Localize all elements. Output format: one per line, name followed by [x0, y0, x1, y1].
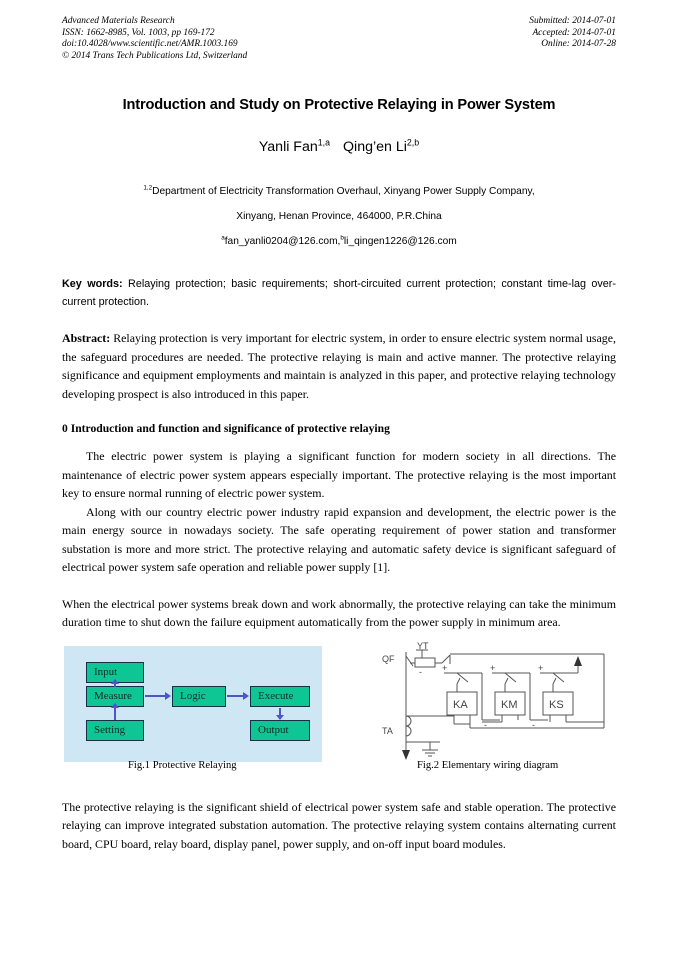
body-paragraph-2: Along with our country electric power industry rapid expansion and development, the electric power is the main energy source in nowadays society. The safe operating requirement of power station and transformer substation is more and more strict. The protective relaying and automatic safety device is significant safeguard of electrical power system safe operation and reliable power supply [1].	[62, 504, 616, 575]
abstract-text: Relaying protection is very important for electric system, in order to ensure electric system normal usage, the safeguard procedures are needed. The protective relaying is main and active manner. The protective relaying significance and equipment employments and maintain is analyzed in this paper, and protective relaying technology developing prospect is also introduced in this paper.	[62, 331, 616, 401]
figure-2-caption: Fig.2 Elementary wiring diagram	[417, 759, 559, 771]
affiliation-line-two: Xinyang, Henan Province, 464000, P.R.China	[236, 211, 442, 222]
affiliation-block	[62, 179, 616, 254]
email-marker-a: a	[221, 234, 225, 242]
arrow-measure-to-logic-icon	[145, 695, 165, 697]
keywords-text: Relaying protection; basic requirements; short-circuited current protection; constant time-lag over-current protection.	[62, 278, 616, 308]
block-input: Input	[86, 662, 144, 683]
label-minus-ka: -	[484, 719, 487, 730]
block-execute: Execute	[250, 686, 310, 707]
wiring-diagram-svg	[382, 642, 620, 764]
author-two-name: Qing’en Li	[343, 139, 407, 155]
author-one-affiliation-marker: 1,a	[317, 137, 330, 148]
journal-copyright: © 2014 Trans Tech Publications Ltd, Switzerland	[62, 50, 248, 61]
journal-doi: doi:10.4028/www.scientific.net/AMR.1003.169	[62, 39, 238, 50]
email-author-one[interactable]: fan_yanli0204@126.com,	[224, 236, 341, 247]
label-minus-yt: -	[419, 666, 422, 677]
affiliation-line-one	[62, 179, 616, 204]
author-two-affiliation-marker: 2,b	[406, 137, 420, 148]
author-two	[343, 139, 419, 155]
figure-captions	[62, 760, 616, 778]
label-plus-ka: +	[442, 662, 448, 673]
body-paragraph-3: When the electrical power systems break down and work abnormally, the protective relaying can take the minimum duration time to shut down the failure equipment automatically from the power supply in minimum area.	[62, 596, 616, 630]
body-paragraph-4: The protective relaying is the significant shield of electrical power system safe and stable operation. The protective relaying can improve integrated substation automation. The protective relaying system contains alternating current board, CPU board, relay board, display panel, power supply, and on-off input board modules.	[62, 799, 616, 851]
label-plus-km: +	[490, 662, 496, 673]
keywords-label: Key words:	[62, 278, 123, 290]
submitted-date: Submitted: 2014-07-01	[529, 16, 616, 26]
journal-header-left	[62, 16, 247, 62]
journal-header	[62, 16, 616, 66]
arrow-execute-to-output-icon	[279, 708, 281, 715]
block-measure: Measure	[86, 686, 144, 707]
online-date: Online: 2014-07-28	[541, 39, 616, 50]
figure-1-protective-relaying	[64, 646, 322, 762]
current-arrow-up-icon	[574, 656, 582, 666]
journal-issn-volume: ISSN: 1662-8985, Vol. 1003, pp 169-172	[62, 27, 215, 38]
label-km: KM	[501, 698, 518, 711]
label-ta: TA	[382, 725, 393, 736]
section-heading-0: 0 Introduction and function and significance of protective relaying	[62, 422, 390, 436]
email-marker-b: b	[340, 234, 344, 242]
abstract-label: Abstract:	[62, 331, 111, 345]
journal-header-right	[529, 16, 616, 51]
current-arrow-down-icon	[402, 750, 410, 760]
journal-name: Advanced Materials Research	[62, 16, 175, 26]
arrow-input-to-measure-icon	[114, 683, 116, 687]
label-ks: KS	[549, 698, 564, 711]
author-one-name: Yanli Fan	[258, 139, 318, 155]
figure-1-caption: Fig.1 Protective Relaying	[128, 759, 237, 771]
label-qf: QF	[382, 653, 395, 664]
email-author-two[interactable]: li_qingen1226@126.com	[343, 236, 457, 247]
label-plus-ks: +	[538, 662, 544, 673]
page-content	[62, 16, 616, 853]
arrow-logic-to-execute-icon	[227, 695, 243, 697]
keywords-block	[62, 276, 616, 311]
label-ka: KA	[453, 698, 468, 711]
page-title: Introduction and Study on Protective Relaying in Power System	[122, 97, 556, 113]
author-one	[259, 139, 330, 155]
abstract-block	[62, 329, 616, 403]
label-minus-km: -	[532, 719, 535, 730]
affiliation-email-line	[62, 229, 616, 254]
figures-row	[62, 641, 616, 778]
figure-2-elementary-wiring-diagram	[382, 642, 620, 764]
block-setting: Setting	[86, 720, 144, 741]
block-output: Output	[250, 720, 310, 741]
arrow-setting-to-measure-icon	[114, 708, 116, 720]
affiliation-department: Department of Electricity Transformation Overhaul, Xinyang Power Supply Company,	[152, 186, 535, 197]
accepted-date: Accepted: 2014-07-01	[532, 27, 616, 38]
affiliation-marker: 1,2	[143, 184, 153, 192]
body-paragraph-1: The electric power system is playing a significant function for modern society in all directions. The maintenance of electric power system appears especially important. The protective relaying is the most important key to ensure normal running of electric power system.	[62, 449, 616, 501]
block-logic: Logic	[172, 686, 226, 707]
label-yt: YT	[417, 641, 429, 651]
author-list	[62, 139, 616, 155]
